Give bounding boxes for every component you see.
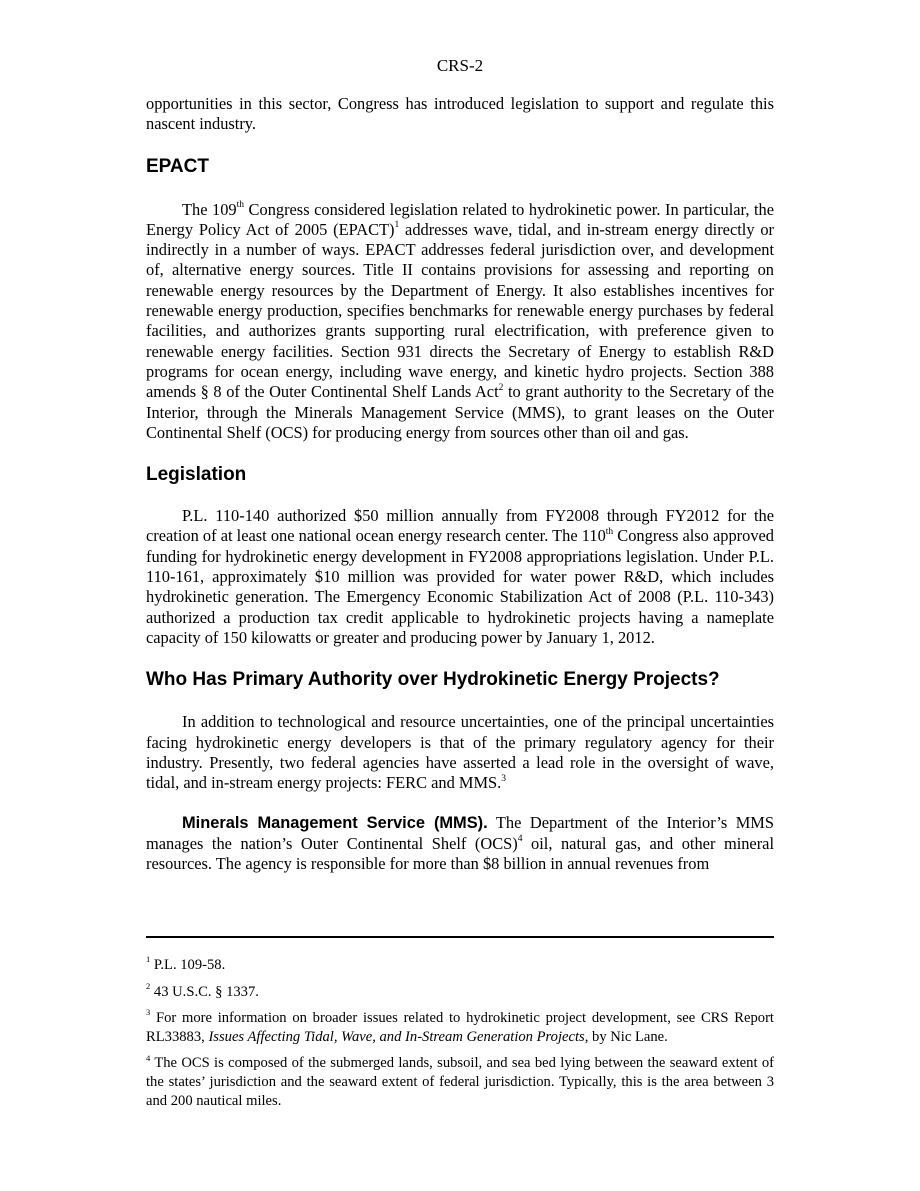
footnote-3: $^3$ For more information on broader issues related to hydrokinetic project development, see CRS Report RL33883, Issues Affecting Tidal, Wave, and In-Stream Generation Projects, by Nic Lane. (146, 1007, 774, 1045)
footnote-separator (146, 936, 774, 938)
footnote-4: $^4$ The OCS is composed of the submerged lands, subsoil, and sea bed lying between the seaward extent of the states’ jurisdiction and the seaward extent of federal jurisdiction. Typically, this is the area between 3 and 200 nautical miles. (146, 1052, 774, 1109)
mms-paragraph: Minerals Management Service (MMS). The Department of the Interior’s MMS manages the nation’s Outer Continental Shelf (OCS)$^4$ oil, natural gas, and other mineral resources. The agency is responsible for more than $8 billion in annual revenues from (146, 813, 774, 874)
report-title: Issues Affecting Tidal, Wave, and In-Stream Generation Projects (208, 1028, 585, 1045)
epact-paragraph: The 109th Congress considered legislation related to hydrokinetic power. In particular, the Energy Policy Act of 2005 (EPACT)$^1$ addresses wave, tidal, and in-stream energy directly or indirectly in a number of ways. EPACT addresses federal jurisdiction over, and development of, alternative energy sources. Title II contains provisions for assessing and reporting on renewable energy resources by the Department of Energy. It also establishes incentives for renewable energy production, specifies benchmarks for renewable energy purchases by federal facilities, and authorizes grants supporting rural electrification, with preference given to renewable energy facilities. Section 931 directs the Secretary of Energy to establish R&D programs for ocean energy, including wave energy, and kinetic hydro projects. Section 388 amends § 8 of the Outer Continental Shelf Lands Act$^2$ to grant authority to the Secretary of the Interior, through the Minerals Management Service (MMS), to grant leases on the Outer Continental Shelf (OCS) for producing energy from sources other than oil and gas. (146, 199, 774, 442)
footnotes (146, 956, 774, 1118)
continuation-paragraph: opportunities in this sector, Congress has introduced legislation to support and regulate this nascent industry. (146, 94, 774, 134)
page-body (146, 94, 774, 874)
mms-runin-heading: Minerals Management Service (MMS). (182, 814, 488, 833)
page-number: CRS-2 (436, 56, 484, 75)
authority-paragraph: In addition to technological and resource uncertainties, one of the principal uncertainties facing hydrokinetic energy developers is that of the primary regulatory agency for their industry. Presently, two federal agencies have asserted a lead role in the oversight of wave, tidal, and in-stream energy projects: FERC and MMS.$^3$ (146, 712, 774, 793)
legislation-heading: Legislation (146, 464, 247, 486)
footnote-ref-2: 2 (498, 382, 504, 393)
footnote-2: $^2$ 43 U.S.C. § 1337. (146, 980, 259, 1000)
footnote-1: $^1$ P.L. 109-58. (146, 954, 226, 973)
footnote-ref-4: 4 (517, 834, 523, 845)
footnote-ref-1: 1 (394, 220, 400, 231)
authority-heading: Who Has Primary Authority over Hydrokinetic Energy Projects? (146, 669, 720, 691)
epact-heading: EPACT (146, 155, 209, 177)
ordinal-suffix: th (236, 200, 245, 211)
footnote-ref-3: 3 (501, 773, 506, 784)
legislation-paragraph: P.L. 110-140 authorized $50 million annually from FY2008 through FY2012 for the creation of at least one national ocean energy research center. The 110th Congress also approved funding for hydrokinetic energy development in FY2008 appropriations legislation. Under P.L. 110-161, approximately $10 million was provided for water power R&D, which includes hydrokinetic generation. The Emergency Economic Stabilization Act of 2008 (P.L. 110-343) authorized a production tax credit applicable to hydrokinetic projects having a nameplate capacity of 150 kilowatts or greater and producing power by January 1, 2012. (146, 506, 774, 647)
ordinal-suffix: th (605, 526, 614, 537)
